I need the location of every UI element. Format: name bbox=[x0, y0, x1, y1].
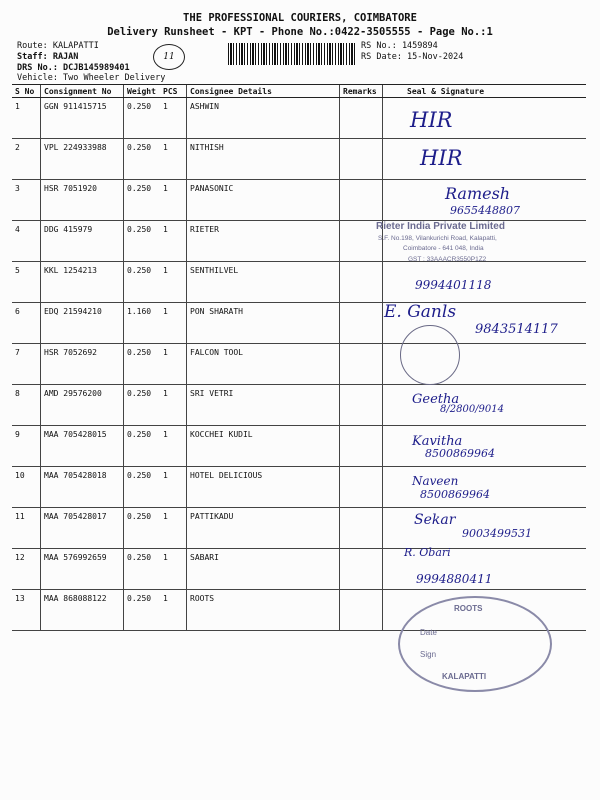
row-weight: 0.250 bbox=[124, 344, 161, 385]
company-title: THE PROFESSIONAL COURIERS, COIMBATORE bbox=[183, 12, 417, 24]
rs-date: RS Date: 15-Nov-2024 bbox=[361, 52, 464, 62]
row-pcs: 1 bbox=[160, 385, 187, 426]
signature-8-name: Geetha bbox=[412, 392, 460, 407]
col-consignment: Consignment No bbox=[41, 85, 124, 98]
signature-10-name: Naveen bbox=[412, 474, 459, 488]
row-weight: 0.250 bbox=[124, 98, 161, 139]
roots-delivery-stamp bbox=[398, 596, 552, 692]
row-consignee: PATTIKADU bbox=[187, 508, 340, 549]
col-consignee: Consignee Details bbox=[187, 85, 340, 98]
row-consignment: MAA 705428015 bbox=[41, 426, 124, 467]
row-pcs: 1 bbox=[160, 180, 187, 221]
row-sno: 3 bbox=[12, 180, 41, 221]
row-sno: 6 bbox=[12, 303, 41, 344]
row-pcs: 1 bbox=[160, 98, 187, 139]
row-pcs: 1 bbox=[160, 344, 187, 385]
row-remarks bbox=[340, 98, 383, 139]
row-remarks bbox=[340, 549, 383, 590]
row-remarks bbox=[340, 508, 383, 549]
row-consignee: SRI VETRI bbox=[187, 385, 340, 426]
signature-6-number: 9843514117 bbox=[475, 322, 558, 337]
signature-9-number: 8500869964 bbox=[425, 447, 495, 460]
row-weight: 0.250 bbox=[124, 549, 161, 590]
table-row bbox=[12, 262, 586, 303]
signature-12-name: R. Obari bbox=[404, 546, 451, 559]
table-row bbox=[12, 549, 586, 590]
row-signature bbox=[383, 139, 587, 180]
row-consignment: HSR 7051920 bbox=[41, 180, 124, 221]
table-header-row bbox=[12, 85, 586, 98]
row-weight: 0.250 bbox=[124, 221, 161, 262]
signature-5-number: 9994401118 bbox=[415, 278, 492, 292]
runsheet-table bbox=[12, 84, 586, 631]
row-remarks bbox=[340, 385, 383, 426]
row-weight: 1.160 bbox=[124, 303, 161, 344]
staff-label: Staff: RAJAN bbox=[17, 52, 79, 62]
row-weight: 0.250 bbox=[124, 180, 161, 221]
table-row bbox=[12, 98, 586, 139]
route-label: Route: KALAPATTI bbox=[17, 41, 99, 51]
row-weight: 0.250 bbox=[124, 139, 161, 180]
row-consignment: MAA 576992659 bbox=[41, 549, 124, 590]
row-pcs: 1 bbox=[160, 549, 187, 590]
table-row bbox=[12, 139, 586, 180]
row-sno: 13 bbox=[12, 590, 41, 631]
row-consignee: ASHWIN bbox=[187, 98, 340, 139]
signature-2: HIR bbox=[420, 146, 463, 170]
row-consignee: KOCCHEI KUDIL bbox=[187, 426, 340, 467]
rieter-stamp-name: Rieter India Private Limited bbox=[376, 221, 505, 232]
rieter-stamp-address-2: Coimbatore - 641 048, India bbox=[403, 245, 484, 252]
row-consignment: MAA 705428018 bbox=[41, 467, 124, 508]
signature-13-number: 9994880411 bbox=[416, 572, 493, 586]
roots-stamp-sign: Sign bbox=[420, 650, 437, 659]
row-consignment: MAA 705428017 bbox=[41, 508, 124, 549]
vehicle-label: Vehicle: Two Wheeler Delivery bbox=[17, 73, 166, 83]
col-seal-signature: Seal & Signature bbox=[383, 85, 587, 98]
row-consignment: DDG 415979 bbox=[41, 221, 124, 262]
row-weight: 0.250 bbox=[124, 426, 161, 467]
table-row bbox=[12, 344, 586, 385]
row-sno: 4 bbox=[12, 221, 41, 262]
row-consignee: SENTHILVEL bbox=[187, 262, 340, 303]
row-pcs: 1 bbox=[160, 262, 187, 303]
row-remarks bbox=[340, 180, 383, 221]
signature-9-name: Kavitha bbox=[412, 434, 463, 449]
row-consignee: PON SHARATH bbox=[187, 303, 340, 344]
signature-8-date: 8/2800/9014 bbox=[440, 404, 504, 415]
col-pcs: PCS bbox=[160, 85, 187, 98]
row-pcs: 1 bbox=[160, 303, 187, 344]
row-consignment: KKL 1254213 bbox=[41, 262, 124, 303]
row-sno: 5 bbox=[12, 262, 41, 303]
row-consignment: MAA 868088122 bbox=[41, 590, 124, 631]
row-weight: 0.250 bbox=[124, 262, 161, 303]
row-sno: 1 bbox=[12, 98, 41, 139]
col-weight: Weight bbox=[124, 85, 161, 98]
row-consignee: ROOTS bbox=[187, 590, 340, 631]
signature-10-number: 8500869964 bbox=[420, 488, 490, 501]
row-pcs: 1 bbox=[160, 221, 187, 262]
signature-3-number: 9655448807 bbox=[450, 204, 520, 217]
row-remarks bbox=[340, 344, 383, 385]
col-remarks: Remarks bbox=[340, 85, 383, 98]
row-remarks bbox=[340, 426, 383, 467]
row-remarks bbox=[340, 262, 383, 303]
row-sno: 8 bbox=[12, 385, 41, 426]
rs-number: RS No.: 1459894 bbox=[361, 41, 438, 51]
col-sno: S No bbox=[12, 85, 41, 98]
row-consignee: NITHISH bbox=[187, 139, 340, 180]
row-weight: 0.250 bbox=[124, 590, 161, 631]
row-remarks bbox=[340, 303, 383, 344]
row-consignee: RIETER bbox=[187, 221, 340, 262]
round-seal bbox=[400, 325, 460, 385]
signature-6-name: E. Ganls bbox=[384, 302, 457, 322]
row-consignment: GGN 911415715 bbox=[41, 98, 124, 139]
row-weight: 0.250 bbox=[124, 467, 161, 508]
row-weight: 0.250 bbox=[124, 385, 161, 426]
row-remarks bbox=[340, 139, 383, 180]
row-pcs: 1 bbox=[160, 508, 187, 549]
row-consignee: FALCON TOOL bbox=[187, 344, 340, 385]
roots-stamp-date: Date bbox=[420, 628, 437, 637]
row-pcs: 1 bbox=[160, 426, 187, 467]
row-sno: 7 bbox=[12, 344, 41, 385]
signature-11-number: 9003499531 bbox=[462, 527, 532, 540]
rieter-stamp-address-1: S.F. No.198, Vilankurichi Road, Kalapatti, bbox=[378, 235, 497, 242]
row-consignment: AMD 29576200 bbox=[41, 385, 124, 426]
row-sno: 11 bbox=[12, 508, 41, 549]
roots-stamp-location: KALAPATTI bbox=[442, 672, 487, 681]
row-remarks bbox=[340, 467, 383, 508]
row-sno: 10 bbox=[12, 467, 41, 508]
circled-count: 11 bbox=[153, 44, 185, 70]
barcode-image bbox=[228, 43, 356, 65]
row-remarks bbox=[340, 590, 383, 631]
table-row bbox=[12, 426, 586, 467]
rieter-stamp-gst: GST : 33AAACR3550P1Z2 bbox=[408, 256, 487, 263]
row-consignment: EDQ 21594210 bbox=[41, 303, 124, 344]
row-consignment: HSR 7052692 bbox=[41, 344, 124, 385]
signature-1: HIR bbox=[410, 108, 453, 132]
runsheet-title: Delivery Runsheet - KPT - Phone No.:0422-3505555 - Page No.:1 bbox=[107, 26, 493, 38]
row-pcs: 1 bbox=[160, 590, 187, 631]
row-consignee: HOTEL DELICIOUS bbox=[187, 467, 340, 508]
signature-3-name: Ramesh bbox=[445, 184, 511, 203]
row-weight: 0.250 bbox=[124, 508, 161, 549]
row-consignment: VPL 224933988 bbox=[41, 139, 124, 180]
row-sno: 2 bbox=[12, 139, 41, 180]
row-consignee: SABARI bbox=[187, 549, 340, 590]
row-pcs: 1 bbox=[160, 467, 187, 508]
row-pcs: 1 bbox=[160, 139, 187, 180]
roots-stamp-title: ROOTS bbox=[454, 604, 483, 613]
row-sno: 12 bbox=[12, 549, 41, 590]
signature-11-name: Sekar bbox=[414, 512, 456, 528]
row-consignee: PANASONIC bbox=[187, 180, 340, 221]
table-row bbox=[12, 467, 586, 508]
row-sno: 9 bbox=[12, 426, 41, 467]
drs-label: DRS No.: DCJB145989401 bbox=[17, 63, 130, 73]
